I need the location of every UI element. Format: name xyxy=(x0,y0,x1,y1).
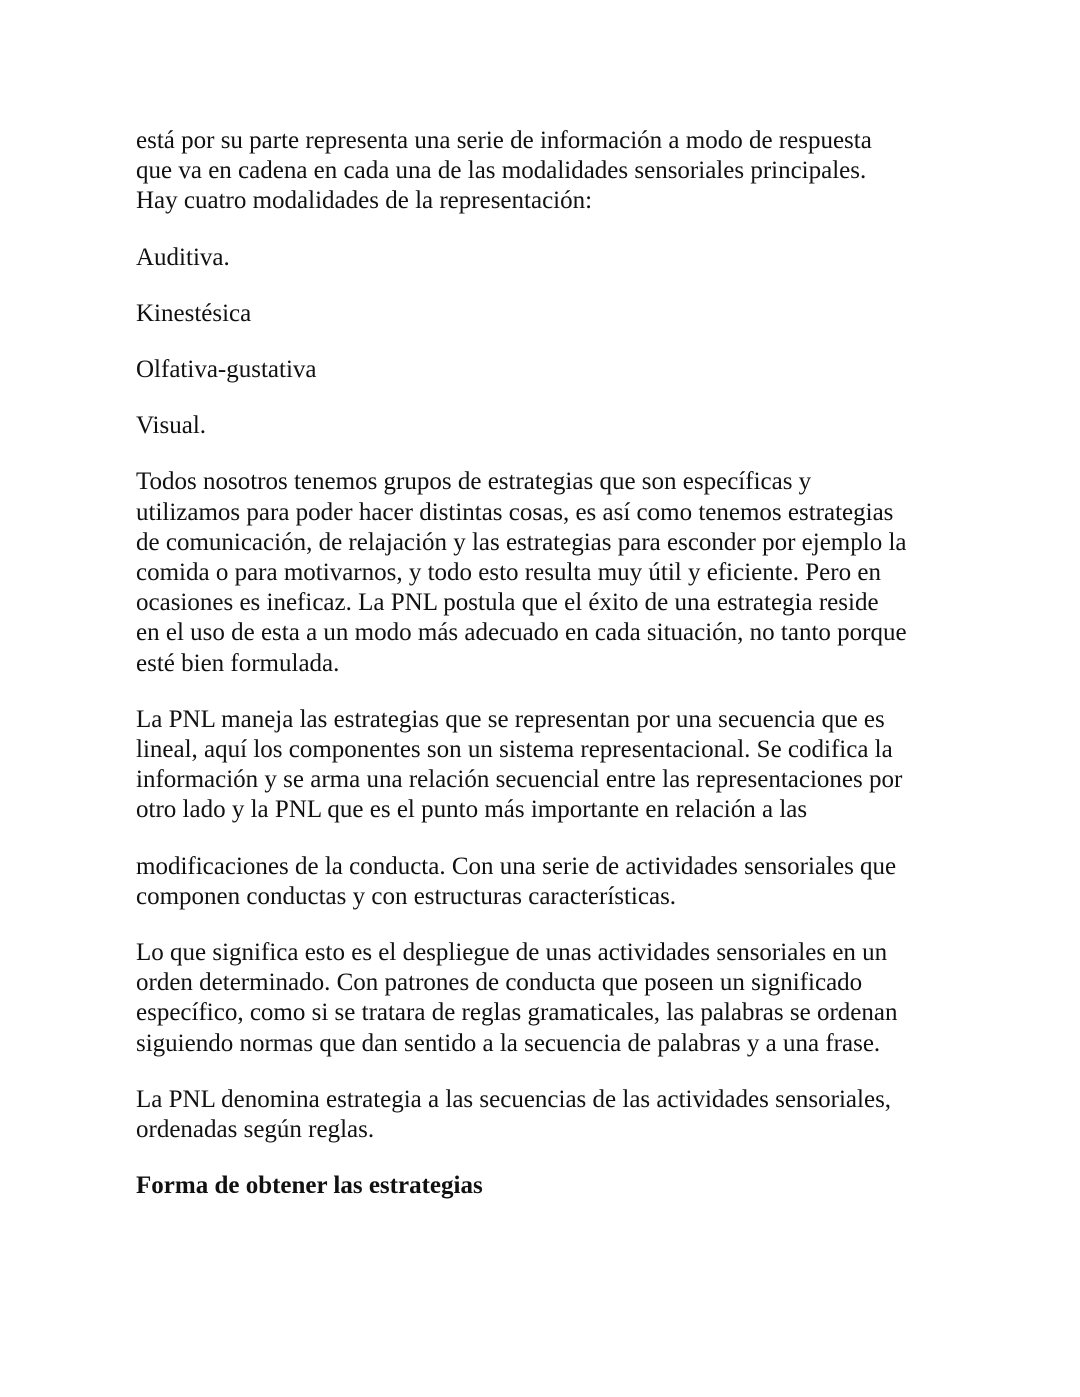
intro-paragraph xyxy=(136,126,966,217)
text-line: Lo que significa esto es el despliegue de unas actividades sensoriales en un xyxy=(136,939,888,967)
text-line: en el uso de esta a un modo más adecuado en cada situación, no tanto porque xyxy=(136,619,907,647)
text-line: modificaciones de la conducta. Con una serie de actividades sensoriales que xyxy=(136,852,897,880)
text-line: utilizamos para poder hacer distintas cosas, es así como tenemos estrategias xyxy=(136,498,894,526)
modality-visual: Visual. xyxy=(136,412,207,440)
strategies-paragraph xyxy=(136,467,966,678)
modality-kinestesica: Kinestésica xyxy=(136,299,252,327)
text-line: está por su parte representa una serie de información a modo de respuesta xyxy=(136,127,872,154)
text-line: La PNL maneja las estrategias que se representan por una secuencia que es xyxy=(136,705,885,733)
text-line: lineal, aquí los componentes son un sistema representacional. Se codifica la xyxy=(136,736,893,764)
text-line: La PNL denomina estrategia a las secuencias de las actividades sensoriales, xyxy=(136,1085,892,1113)
modality-olfativa-gustativa: Olfativa-gustativa xyxy=(136,356,317,384)
text-line: de comunicación, de relajación y las estrategias para esconder por ejemplo la xyxy=(136,528,907,556)
text-line: información y se arma una relación secuencial entre las representaciones por xyxy=(136,766,903,794)
document-page xyxy=(136,126,966,1227)
sensory-activities-paragraph xyxy=(136,938,966,1059)
section-heading: Forma de obtener las estrategias xyxy=(136,1172,483,1200)
text-line: ordenadas según reglas. xyxy=(136,1116,375,1144)
modality-auditiva: Auditiva. xyxy=(136,243,230,271)
text-line: siguiendo normas que dan sentido a la secuencia de palabras y a una frase. xyxy=(136,1029,881,1057)
strategy-definition-paragraph xyxy=(136,1085,966,1145)
text-line: otro lado y la PNL que es el punto más importante en relación a las xyxy=(136,796,808,824)
text-line: comida o para motivarnos, y todo esto resulta muy útil y eficiente. Pero en xyxy=(136,559,881,587)
text-line: que va en cadena en cada una de las modalidades sensoriales principales. xyxy=(136,157,867,185)
behavior-modification-paragraph xyxy=(136,852,966,912)
text-line: ocasiones es ineficaz. La PNL postula que el éxito de una estrategia reside xyxy=(136,589,879,617)
text-line: componen conductas y con estructuras características. xyxy=(136,882,677,910)
pnl-sequence-paragraph xyxy=(136,705,966,826)
text-line: específico, como si se tratara de reglas gramaticales, las palabras se ordenan xyxy=(136,999,898,1027)
text-line: esté bien formulada. xyxy=(136,649,340,677)
text-line: Hay cuatro modalidades de la representación: xyxy=(136,187,593,215)
text-line: orden determinado. Con patrones de conducta que poseen un significado xyxy=(136,969,863,997)
text-line: Todos nosotros tenemos grupos de estrategias que son específicas y xyxy=(136,468,812,496)
